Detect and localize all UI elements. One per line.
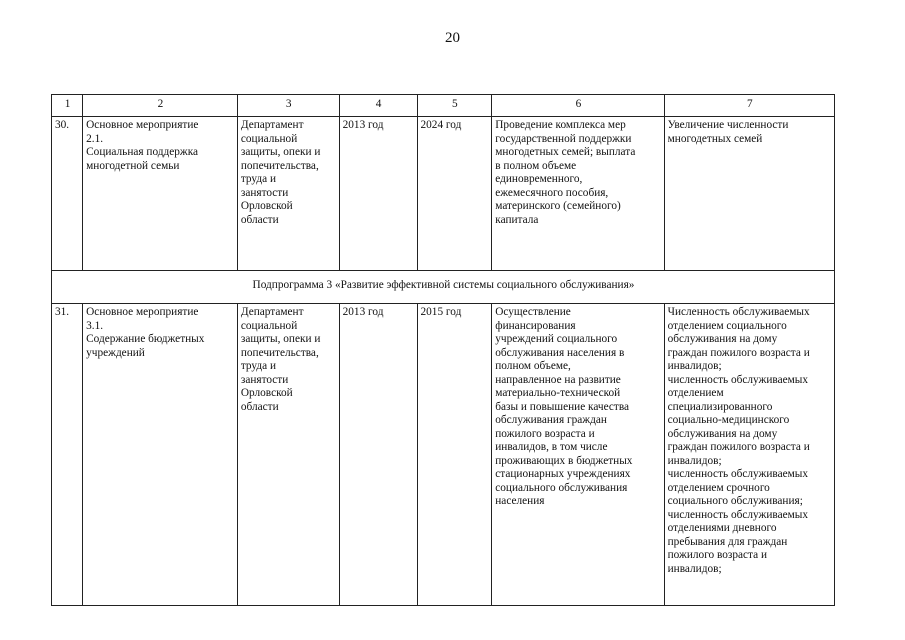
cell-text-line: проживающих в бюджетных <box>495 454 633 467</box>
cell-text-line: инвалидов, в том числе <box>495 441 608 453</box>
cell-text-line: Основное мероприятие <box>86 119 199 131</box>
cell-text-line: пребывания для граждан <box>667 535 788 548</box>
cell-text-line: защиты, опеки и <box>240 333 321 345</box>
result-cell <box>664 304 834 606</box>
cell-text-line: пожилого возраста и <box>495 427 595 440</box>
cell-text-line: области <box>240 213 279 226</box>
cell-text-line: Основное мероприятие <box>86 306 199 318</box>
cell-text-line: обслуживания на дому <box>667 333 778 345</box>
cell-text-line: Департамент <box>240 306 304 318</box>
description-cell <box>492 117 664 271</box>
cell-text-line: численность обслуживаемых <box>667 373 808 386</box>
table-row <box>52 304 835 606</box>
cell-text-line: направленное на развитие <box>495 373 621 386</box>
cell-text-line: Проведение комплекса мер <box>495 119 626 131</box>
start-year-cell: 2013 год <box>339 304 417 606</box>
cell-text-line: социально-медицинского <box>667 414 790 426</box>
cell-text-line: занятости <box>240 186 289 199</box>
cell-text-line: отделениями дневного <box>667 522 777 534</box>
start-year-cell: 2013 год <box>339 117 417 271</box>
cell-text-line: Социальная поддержка <box>86 146 199 158</box>
cell-text-line: защиты, опеки и <box>240 146 321 158</box>
executor-cell <box>237 117 339 271</box>
cell-text-line: финансирования <box>495 319 576 332</box>
subprogram-title: Подпрограмма 3 «Развитие эффективной системы социального обслуживания» <box>52 271 835 304</box>
description-cell <box>492 304 664 606</box>
cell-text-line: занятости <box>240 373 289 386</box>
cell-text-line: материально-технической <box>495 387 621 399</box>
page-number: 20 <box>445 30 460 46</box>
cell-text-line: ежемесячного пособия, <box>495 186 609 199</box>
cell-text-line: единовременного, <box>495 173 583 185</box>
cell-text-line: обслуживания населения в <box>495 346 625 359</box>
cell-text-line: 2.1. <box>86 132 104 145</box>
cell-text-line: обслуживания граждан <box>495 414 607 426</box>
cell-text-line: населения <box>495 495 545 507</box>
header-cell: 4 <box>339 95 417 117</box>
cell-text-line: инвалидов; <box>667 360 722 372</box>
row-number: 30. <box>52 117 83 271</box>
cell-text-line: социального обслуживания <box>495 481 628 494</box>
header-row <box>52 95 835 117</box>
end-year-cell: 2024 год <box>417 117 492 271</box>
cell-text-line: граждан пожилого возраста и <box>667 441 810 453</box>
cell-text-line: области <box>240 400 279 413</box>
cell-text-line: многодетных семей; выплата <box>495 146 636 158</box>
program-table <box>51 94 835 606</box>
cell-text-line: отделением <box>667 387 724 399</box>
table-row <box>52 117 835 271</box>
cell-text-line: социального обслуживания; <box>667 495 803 507</box>
cell-text-line: 3.1. <box>86 319 104 332</box>
cell-text-line: полном объеме, <box>495 360 571 372</box>
cell-text-line: Осуществление <box>495 306 571 318</box>
cell-text-line: обслуживания на дому <box>667 427 778 440</box>
cell-text-line: капитала <box>495 213 539 226</box>
header-cell: 6 <box>492 95 664 117</box>
cell-text-line: инвалидов; <box>667 454 722 467</box>
end-year-cell: 2015 год <box>417 304 492 606</box>
executor-cell <box>237 304 339 606</box>
header-cell: 5 <box>417 95 492 117</box>
cell-text-line: многодетной семьи <box>86 159 180 172</box>
cell-text-line: Орловской <box>240 387 293 399</box>
cell-text-line: многодетных семей <box>667 132 763 145</box>
cell-text-line: государственной поддержки <box>495 132 632 145</box>
row-number: 31. <box>52 304 83 606</box>
cell-text-line: граждан пожилого возраста и <box>667 346 810 359</box>
cell-text-line: труда и <box>240 360 277 372</box>
cell-text-line: стационарных учреждениях <box>495 468 631 480</box>
cell-text-line: отделением срочного <box>667 481 770 494</box>
header-cell: 3 <box>237 95 339 117</box>
subprogram-row <box>52 271 835 304</box>
cell-text-line: Департамент <box>240 119 304 131</box>
event-cell <box>83 304 238 606</box>
cell-text-line: социальной <box>240 132 298 145</box>
header-cell: 2 <box>83 95 238 117</box>
event-cell <box>83 117 238 271</box>
cell-text-line: пожилого возраста и <box>667 549 768 561</box>
cell-text-line: учреждений социального <box>495 333 618 345</box>
cell-text-line: попечительства, <box>240 159 319 172</box>
cell-text-line: Численность обслуживаемых <box>667 306 810 318</box>
cell-text-line: попечительства, <box>240 346 319 359</box>
cell-text-line: базы и повышение качества <box>495 400 630 413</box>
cell-text-line: Орловской <box>240 200 293 212</box>
header-cell: 7 <box>664 95 834 117</box>
cell-text-line: материнского (семейного) <box>495 200 621 212</box>
cell-text-line: численность обслуживаемых <box>667 468 808 480</box>
cell-text-line: инвалидов; <box>667 562 722 575</box>
cell-text-line: Увеличение численности <box>667 119 789 131</box>
cell-text-line: учреждений <box>86 346 145 359</box>
cell-text-line: отделением социального <box>667 319 787 332</box>
cell-text-line: в полном объеме <box>495 159 577 172</box>
cell-text-line: Содержание бюджетных <box>86 333 205 345</box>
cell-text-line: социальной <box>240 319 298 332</box>
result-cell <box>664 117 834 271</box>
cell-text-line: труда и <box>240 173 277 185</box>
cell-text-line: специализированного <box>667 400 773 413</box>
cell-text-line: численность обслуживаемых <box>667 508 808 521</box>
header-cell: 1 <box>52 95 83 117</box>
